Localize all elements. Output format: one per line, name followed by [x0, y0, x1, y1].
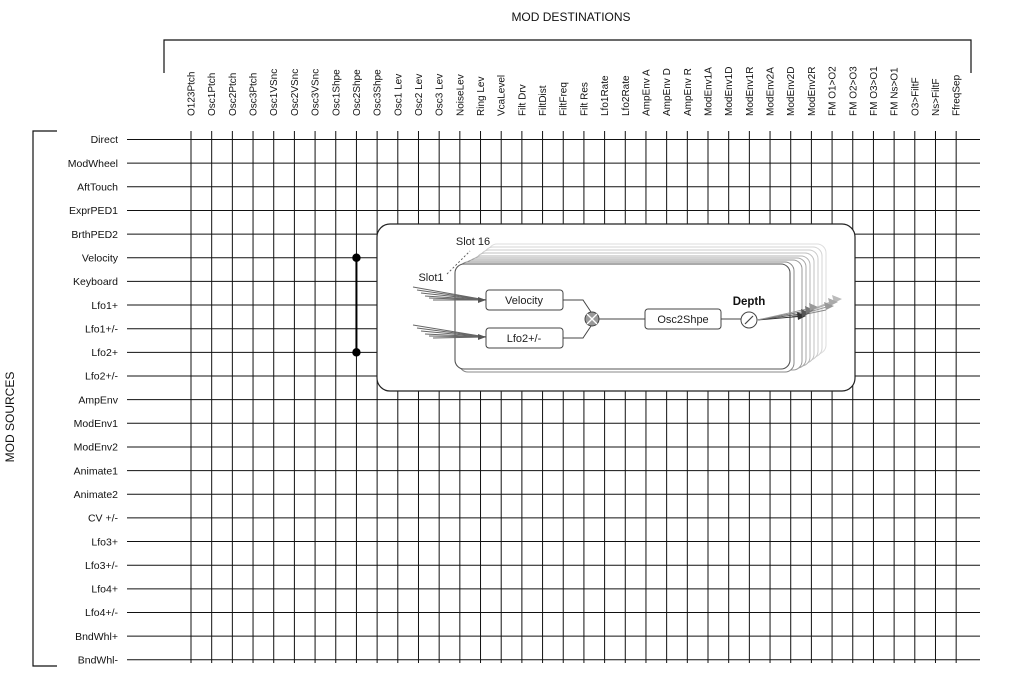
destination-label: Osc2VSnc: [289, 68, 301, 116]
destination-label: FiltFreq: [558, 82, 570, 116]
source-label: CV +/-: [87, 512, 118, 525]
source-label: Animate1: [73, 465, 118, 478]
destination-box-label: Osc2Shpe: [657, 314, 709, 326]
connection-dot: [352, 254, 360, 262]
source-label: ModWheel: [67, 157, 118, 170]
source-label: Lfo3+: [91, 536, 118, 549]
destination-label: Ns>FiltF: [930, 78, 942, 116]
slot-16-label: Slot 16: [455, 236, 491, 248]
destination-label: Osc1VSnc: [269, 68, 281, 116]
source-label: ModEnv2: [73, 441, 118, 454]
destination-label: VcaLevel: [496, 74, 508, 116]
destination-label: ModEnv2A: [765, 67, 777, 116]
destination-label: Filt Res: [579, 82, 591, 116]
source-label: BndWhl+: [75, 630, 118, 643]
destination-label: Lfo2Rate: [620, 75, 632, 116]
sources-bracket: [33, 131, 57, 666]
destination-label: Osc3VSnc: [310, 68, 322, 116]
destination-label: FM O1>O2: [827, 66, 839, 116]
source-label: Lfo4+/-: [85, 607, 118, 620]
source-label: Lfo2+/-: [85, 370, 118, 383]
destination-label: ModEnv1R: [744, 66, 756, 116]
destination-label: Osc2 Lev: [413, 73, 425, 116]
destination-label: ModEnv2D: [786, 66, 798, 116]
lfo2-box-label: Lfo2+/-: [506, 333, 542, 345]
mod-sources-title: MOD SOURCES: [3, 371, 17, 463]
destination-label: AmpEnv D: [662, 68, 674, 116]
destination-label: Osc3 Lev: [434, 73, 446, 116]
matrix-grid: [127, 131, 980, 663]
slot-1-label: Slot1: [418, 272, 444, 284]
source-label: ExprPED1: [68, 205, 118, 218]
destination-label: AmpEnv R: [682, 68, 694, 116]
destination-label: Osc2Ptch: [227, 72, 239, 116]
source-label: AftTouch: [77, 181, 118, 194]
source-label: Velocity: [81, 252, 118, 265]
destination-label: Lfo1Rate: [600, 75, 612, 116]
destination-label: Osc1Ptch: [207, 72, 219, 116]
source-label: ModEnv1: [73, 418, 118, 430]
source-label: Lfo1+/-: [85, 323, 118, 336]
destination-label: O123Ptch: [186, 71, 198, 116]
slot-inset: [377, 224, 855, 391]
source-label: Animate2: [73, 488, 118, 501]
destination-label: AmpEnv A: [641, 69, 653, 116]
source-label: BrthPED2: [71, 228, 118, 241]
source-label: AmpEnv: [78, 394, 118, 407]
destination-label: FiltDist: [538, 85, 550, 116]
destination-label: Osc1 Lev: [393, 73, 405, 116]
source-label: Lfo3+/-: [85, 559, 118, 572]
destination-label: ModEnv1D: [724, 66, 736, 116]
slot-card-front: [455, 264, 790, 369]
source-labels: [68, 134, 119, 666]
source-label: BndWhl-: [77, 654, 118, 667]
destination-label: Filt Drv: [517, 84, 529, 116]
source-label: Lfo1+: [91, 299, 118, 312]
destination-label: FM Ns>O1: [889, 67, 901, 116]
destination-label: Ring Lev: [476, 76, 488, 116]
destination-label: Osc2Shpe: [351, 69, 363, 116]
source-label: Direct: [90, 134, 118, 147]
destination-label: O3>FiltF: [910, 77, 922, 116]
destination-label: ModEnv2R: [806, 66, 818, 116]
destination-label: ModEnv1A: [703, 67, 715, 116]
destination-label: Osc3Ptch: [248, 72, 260, 116]
source-label: Keyboard: [73, 276, 118, 289]
destination-label: FM O2>O3: [848, 66, 860, 116]
destination-label: FfreqSep: [951, 74, 963, 116]
destination-labels: [187, 66, 963, 116]
destination-label: Osc3Shpe: [372, 69, 384, 116]
source-label: Lfo2+: [91, 347, 118, 360]
destination-label: Osc1Shpe: [331, 69, 343, 116]
destination-label: FM O3>O1: [868, 66, 880, 116]
connection-dot: [352, 348, 360, 356]
mod-destinations-title: MOD DESTINATIONS: [511, 10, 631, 24]
source-label: Lfo4+: [91, 583, 118, 596]
velocity-box-label: Velocity: [505, 295, 543, 307]
destination-label: NoiseLev: [455, 74, 467, 116]
depth-label: Depth: [732, 296, 766, 308]
